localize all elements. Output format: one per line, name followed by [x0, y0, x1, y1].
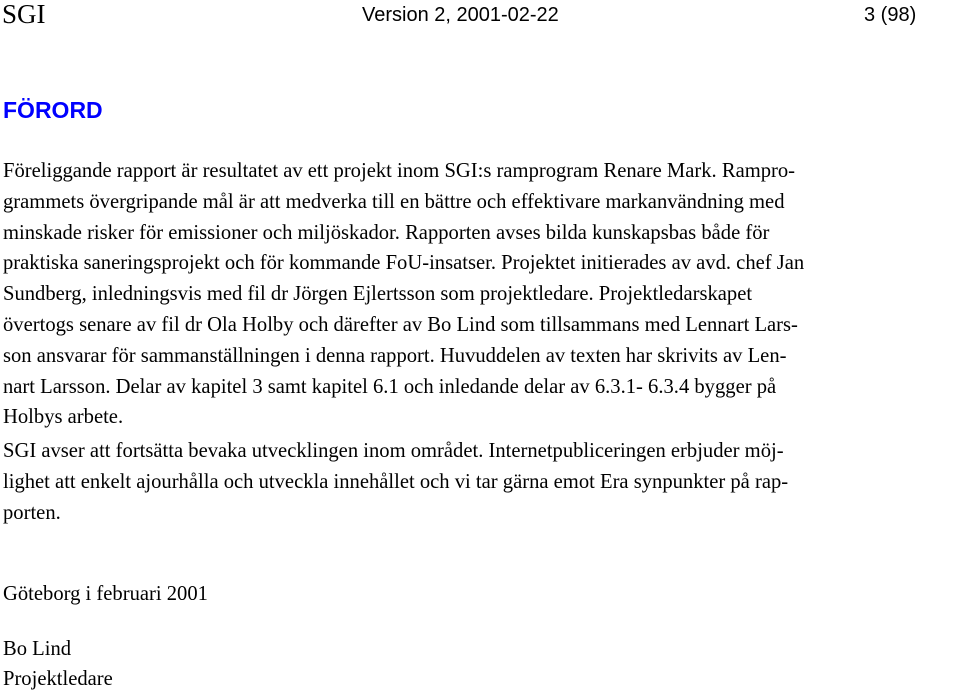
- signature-name: Bo Lind: [3, 638, 72, 660]
- page-header: [0, 0, 960, 34]
- signature-block: [3, 634, 113, 694]
- text-line: grammets övergripande mål är att medverka till en bättre och effektivare markanvändning med: [3, 190, 785, 213]
- text-line: nart Larsson. Delar av kapitel 3 samt kapitel 6.1 och inledande delar av 6.3.1- 6.3.4 bygger på: [3, 375, 777, 398]
- foreword-paragraph-1: [3, 156, 804, 433]
- section-heading: FÖRORD: [3, 97, 103, 123]
- text-line: praktiska saneringsprojekt och för kommande FoU-insatser. Projektet initierades av avd. chef Jan: [3, 252, 805, 275]
- foreword-paragraph-2: [3, 436, 788, 528]
- text-line: övertogs senare av fil dr Ola Holby och därefter av Bo Lind som tillsammans med Lennart Lars-: [3, 313, 798, 336]
- text-line: SGI avser att fortsätta bevaka utvecklingen inom området. Internetpubliceringen erbjuder möj-: [3, 440, 784, 462]
- text-line: Holbys arbete.: [3, 406, 124, 429]
- text-line: Sundberg, inledningsvis med fil dr Jörgen Ejlertsson som projektledare. Projektledarskapet: [3, 283, 753, 306]
- text-line: porten.: [3, 501, 61, 524]
- header-organization: SGI: [2, 0, 46, 29]
- signature-title: Projektledare: [3, 668, 113, 690]
- text-line: lighet att enkelt ajourhålla och utveckla innehållet och vi tar gärna emot Era synpunkter på rap-: [3, 470, 789, 493]
- header-version: Version 2, 2001-02-22: [362, 4, 559, 26]
- text-line: son ansvarar för sammanställningen i denna rapport. Huvuddelen av texten har skrivits av Len-: [3, 344, 787, 367]
- text-line: Föreliggande rapport är resultatet av ett projekt inom SGI:s ramprogram Renare Mark. Rampro-: [3, 160, 796, 182]
- text-line: minskade risker för emissioner och miljöskador. Rapporten avses bilda kunskapsbas både för: [3, 221, 770, 244]
- header-page-number: 3 (98): [864, 4, 917, 26]
- place-and-date: Göteborg i februari 2001: [3, 583, 208, 605]
